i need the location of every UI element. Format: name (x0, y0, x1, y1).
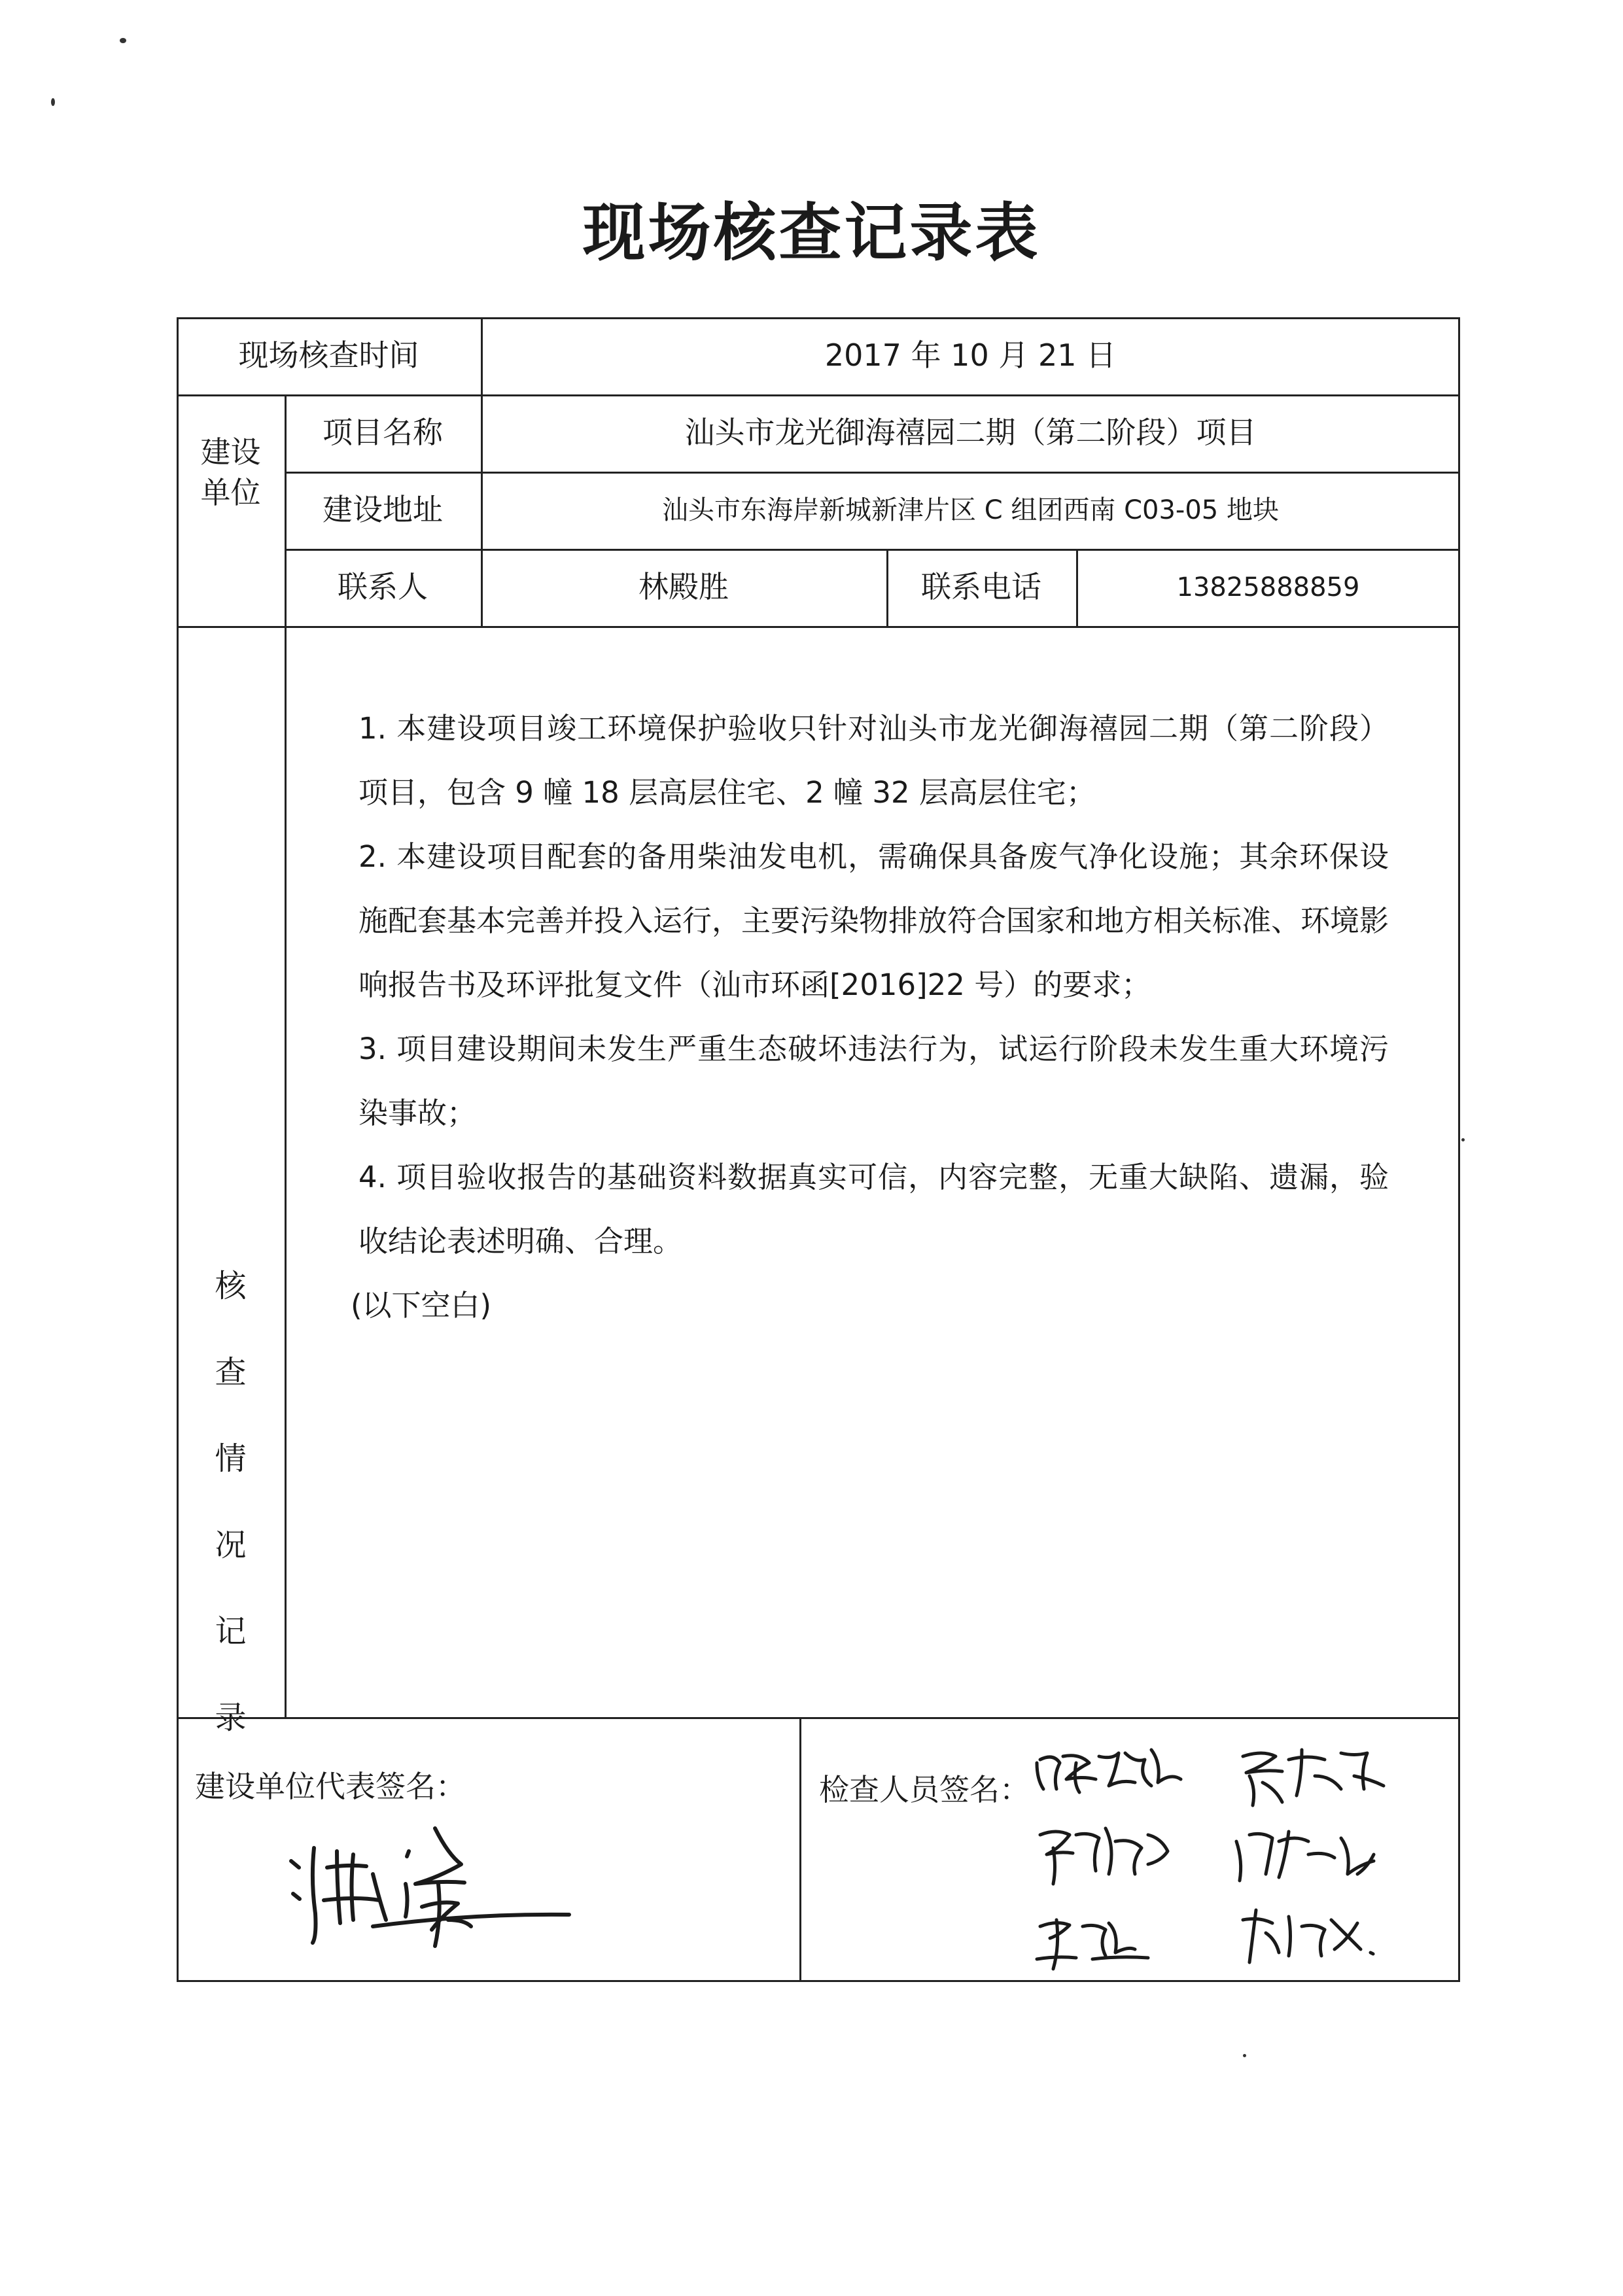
record-label-char: 记 (215, 1613, 247, 1650)
row-divider (177, 626, 1460, 628)
scan-speck (1461, 1138, 1465, 1141)
project-address-label: 建设地址 (323, 492, 443, 528)
contact-phone-label: 联系电话 (921, 569, 1041, 605)
project-address-value: 汕头市东海岸新城新津片区 C 组团西南 C03-05 地块 (662, 495, 1279, 525)
contact-person-value: 林殿胜 (638, 569, 729, 605)
record-item: 4. 项目验收报告的基础资料数据真实可信，内容完整，无重大缺陷、遗漏，验收结论表述明确、合理。 (358, 1160, 1389, 1259)
builder-rep-handwritten-signature (275, 1822, 602, 1953)
builder-unit-label-line: 单位 (200, 475, 261, 510)
record-end-note: (以下空白) (351, 1288, 492, 1323)
record-label-char: 录 (215, 1699, 247, 1736)
record-item: 3. 项目建设期间未发生严重生态破坏违法行为，试运行阶段未发生重大环境污染事故； (358, 1032, 1389, 1130)
builder-unit-label (177, 432, 285, 513)
inspectors-handwritten-signatures (1027, 1743, 1459, 1979)
inspection-time-label: 现场核查时间 (238, 338, 419, 374)
document-title: 现场核查记录表 (582, 196, 1041, 270)
record-label-char: 核 (215, 1268, 247, 1304)
project-name-value: 汕头市龙光御海禧园二期（第二阶段）项目 (684, 415, 1257, 451)
record-label-char: 况 (215, 1527, 247, 1563)
project-name-label: 项目名称 (323, 415, 443, 451)
scan-speck (1243, 2054, 1246, 2057)
record-item: 2. 本建设项目配套的备用柴油发电机，需确保具备废气净化设施；其余环保设施配套基本完善并投入运行，主要污染物排放符合国家和地方相关标准、环境影响报告书及环评批复文件（汕市环函[2016]22 号）的要求； (358, 839, 1389, 1002)
builder-rep-signature-label: 建设单位代表签名： (195, 1769, 466, 1804)
contact-phone-value: 13825888859 (1176, 572, 1360, 602)
record-item: 1. 本建设项目竣工环境保护验收只针对汕头市龙光御海禧园二期（第二阶段）项目，包含 9 幢 18 层高层住宅、2 幢 32 层高层住宅； (358, 711, 1389, 810)
scan-speck (120, 38, 126, 43)
contact-person-label: 联系人 (338, 569, 428, 605)
scan-speck (51, 98, 55, 106)
column-divider (799, 1717, 801, 1980)
record-label-char: 查 (215, 1354, 247, 1391)
record-section-label (177, 1243, 285, 1761)
inspection-form-table (177, 317, 1460, 1982)
builder-unit-label-line: 建设 (200, 434, 261, 470)
inspection-record-content (351, 697, 1389, 1338)
inspector-signature-label: 检查人员签名： (819, 1772, 1030, 1807)
table-border-bottom (177, 1980, 1460, 1982)
row-divider (177, 1717, 1460, 1719)
inspection-time-value: 2017 年 10 月 21 日 (824, 338, 1117, 374)
record-label-char: 情 (215, 1440, 247, 1477)
